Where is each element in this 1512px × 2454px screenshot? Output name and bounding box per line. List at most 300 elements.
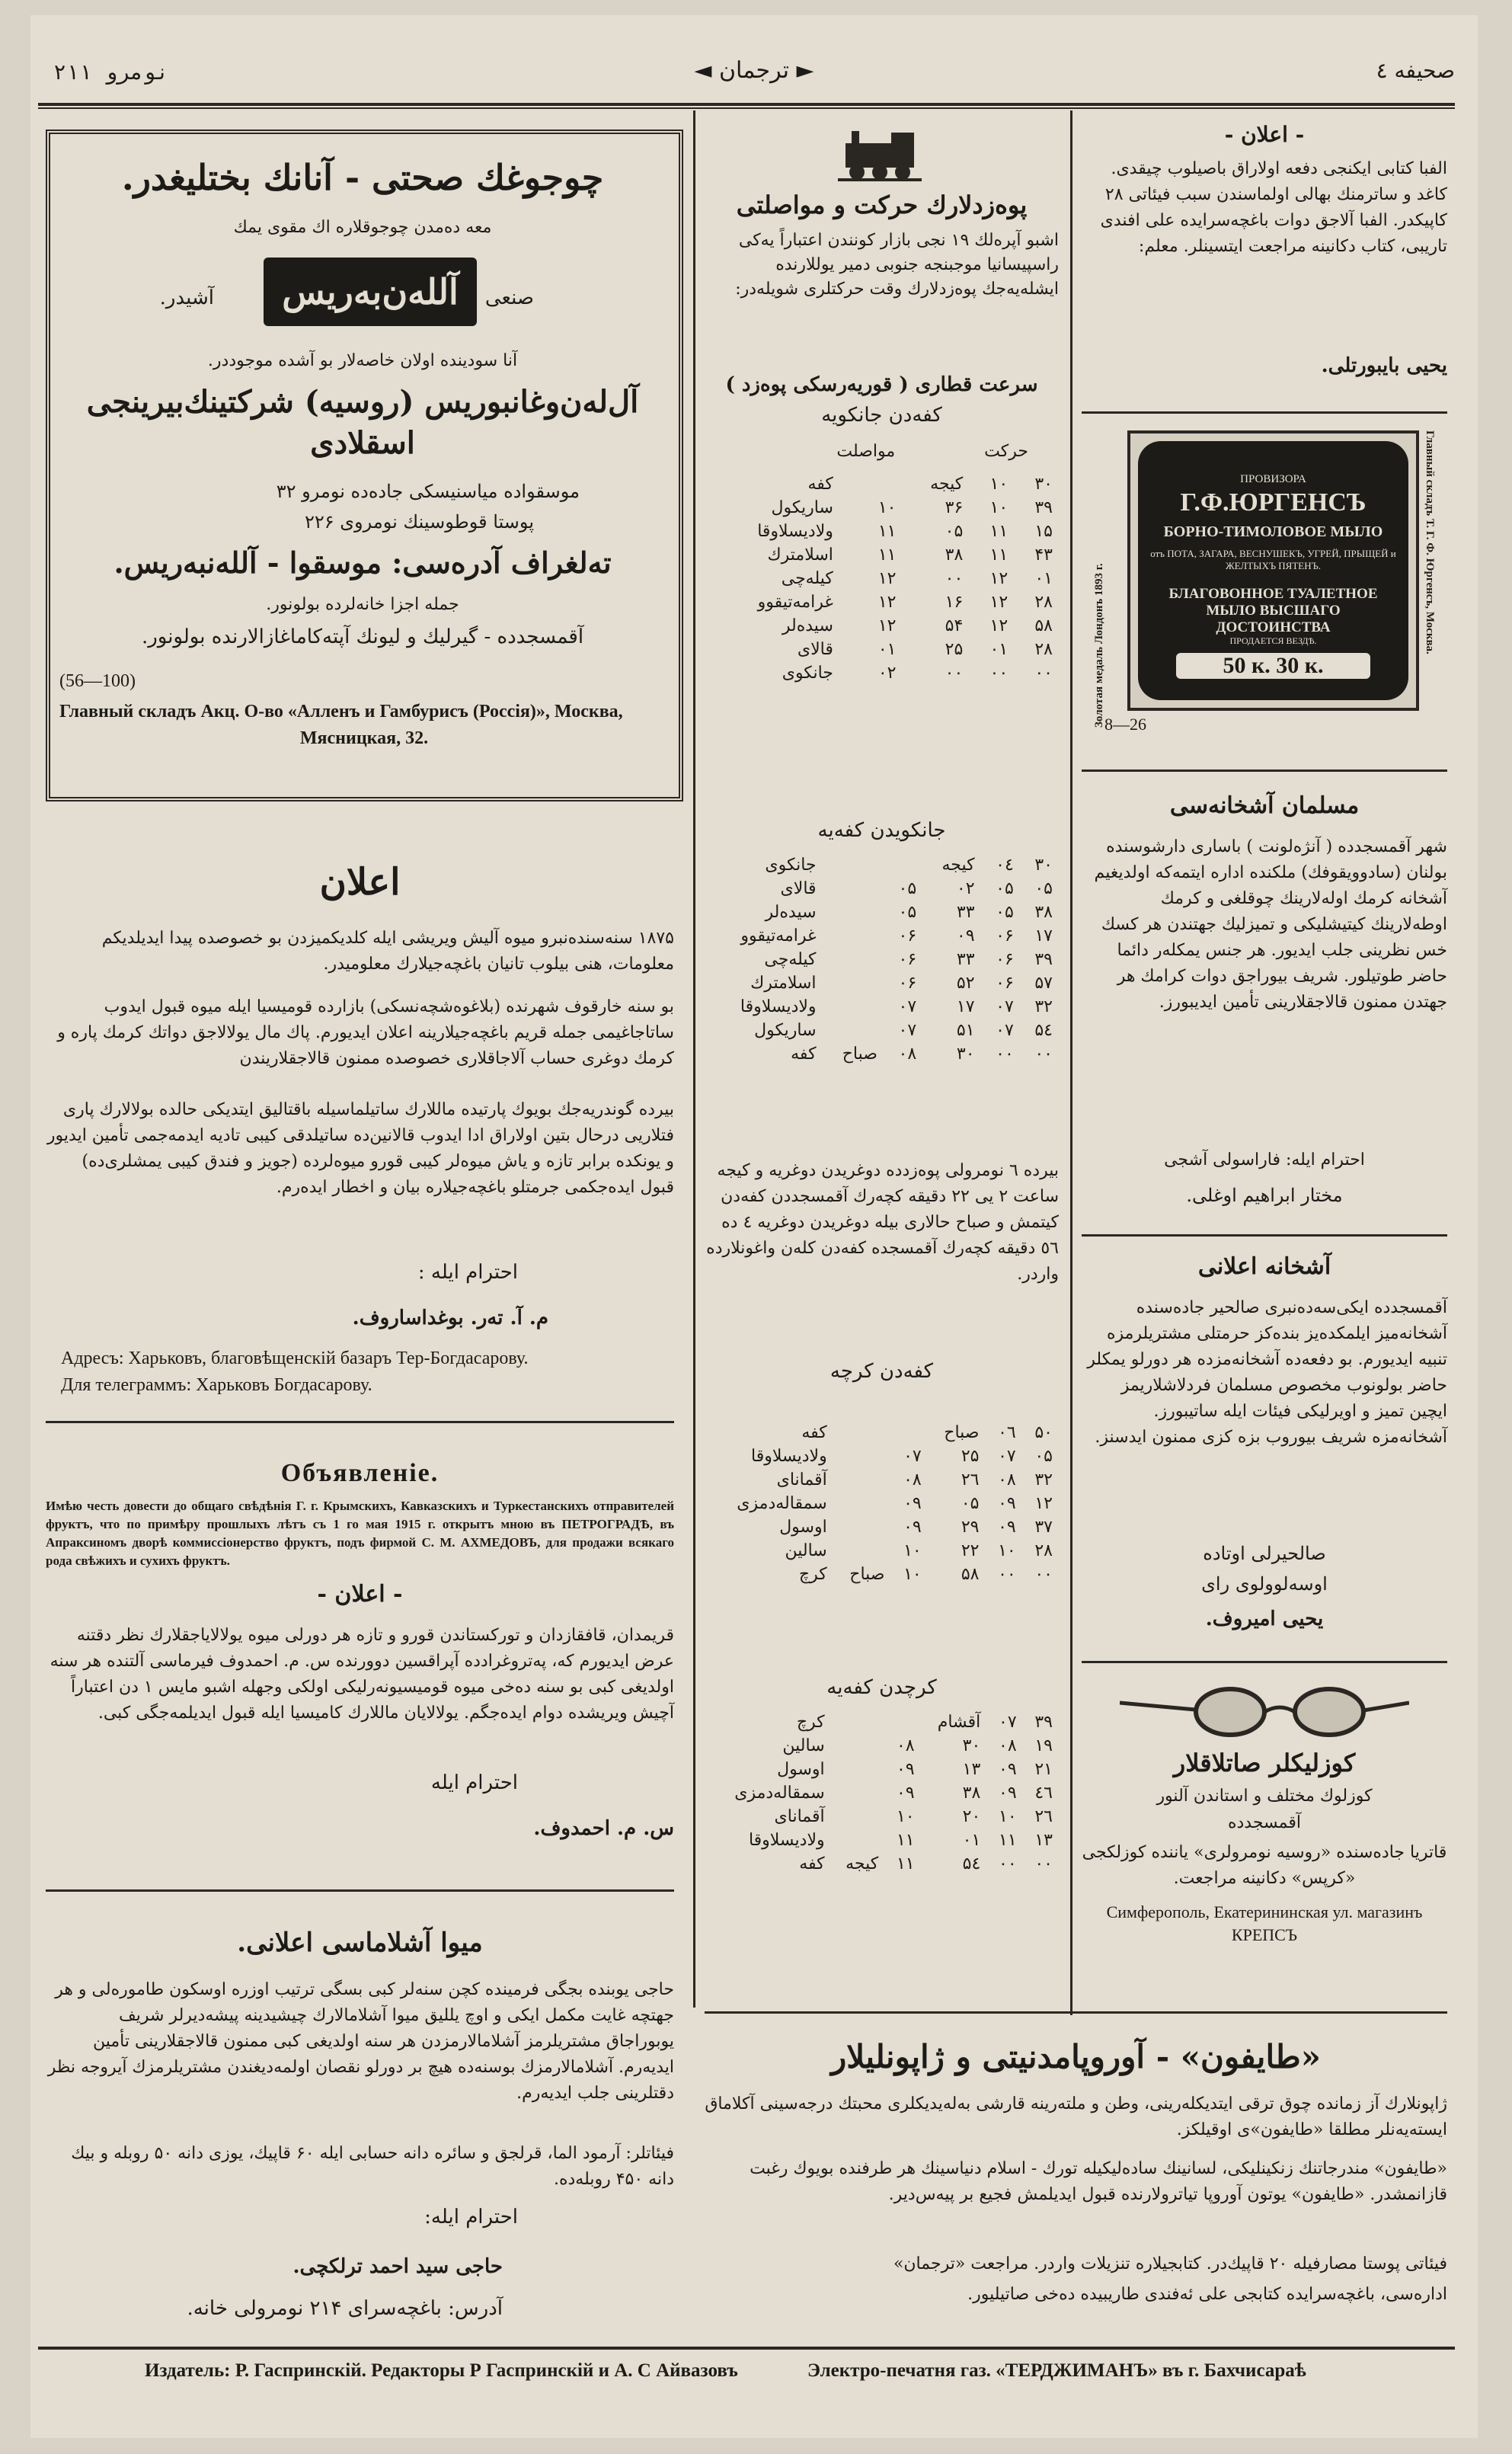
- soap-brand: Г.Ф.ЮРГЕНСЪ: [1180, 488, 1367, 517]
- timetable-station: اوسول: [779, 1518, 827, 1537]
- ilan-para2: بو سنه خارقوف شهرنده (بلاغوەشچەنسکی) بازارده قومیسیا ایله میوه قبول ایدوب ساتاجاغیمی جمله قریم باغچه‌جیلارینه اعلان ایدیورم. پاك مال یولالاجق دواتك کرمك پاره و کرمك دوغری حساب آلاجاقلاری خصوصده ممنون قالاجقلاریندن: [57, 997, 674, 1068]
- timetable-note: [833, 1421, 891, 1445]
- timetable-dep-hour: ۰٦: [998, 1423, 1016, 1442]
- timetable-arr-minute: ۰۹: [956, 926, 975, 945]
- timetable-dep-hour: ۱۲: [989, 569, 1009, 588]
- timetable-dep-minute: ۲۸: [1034, 640, 1053, 659]
- timetable-arr-hour: ۰۹: [896, 1784, 915, 1803]
- glasses-ru: Симферополь, Екатерининская ул. магазинъ КРЕПСЪ: [1106, 1902, 1423, 1944]
- timetable-dep-hour: ۰۶: [996, 974, 1014, 993]
- akhmedov-body2: قریمدان، قافقازدان و تورکستاندن قورو و تازه هر دورلی میوه یولالایاجقلارك نظر دقتنه عرض ایدیورم که، پەتروغرادده آپراقسین دوورنده س. م. احمدوف فیرماسی آلتنده هر سنه اولدیغی کبی بو سنه ده‌خی میوه قومیسیونه‌رلیکی اولکی وجهله اشبو مایس ۱ دن اعتباراً آچیش ویریشده دوام ایده‌جگم. یولالایان ماللارك کامیسیا ایله قبول ایدیلمه‌جگی کبی.: [50, 1626, 674, 1723]
- timetable-arr-minute: ۰۱: [962, 1831, 981, 1850]
- timetable-arr-minute: ۱۳: [962, 1760, 981, 1779]
- glasses-line2: آقمسجدده: [1227, 1813, 1302, 1832]
- fruit-title: میوا آشلاماسی اعلانی.: [237, 1928, 483, 1958]
- timetable-dep-hour: ۰۶: [996, 926, 1014, 945]
- timetable-arr-hour: [884, 853, 922, 877]
- akhmedov-body: Имѣю честь довести до общаго свѣдѣнія Г. г. Крымскихъ, Кавказскихъ и Туркестанскихъ отправителей фруктъ, что по примѣру прошлыхъ лѣтъ съ 1 го мая 1915 г. открытъ мною въ ПЕТРОГРАДѢ, въ Апраксиномъ дворѣ коммиссіонерство фруктъ, подъ фирмой С. М. АХМЕДОВЪ, для продажи всякаго рода свѣжихъ и сухихъ фруктъ.: [46, 1499, 674, 1568]
- akhmedov-title: Объявленіе.: [280, 1459, 440, 1487]
- right-ilan-body: الفبا کتابی ایکنجی دفعه اولاراق باصیلوب چیقدی. کاغد و ساترمنك بهالی اولماسندن سبب فیئاتی ۲۸ کاپیکدر. الفبا آلاجق دوات باغچه‌سرایده علی افندی تاریبی، کتاب دکانینه مراجعت ایتسینلر. معلم:: [1100, 159, 1447, 256]
- timetable-station: ساریکول: [771, 498, 833, 517]
- paper-name-text: ترجمان: [719, 57, 789, 84]
- allen-company: آل‌لەن‌وغانبوریس (روسیه) شرکتینك‌بیرینجی اسقلادی: [86, 384, 639, 461]
- timetable-row: [708, 1805, 1059, 1829]
- timetable-arr-hour: ۰۸: [898, 1045, 917, 1064]
- timetable-row: [708, 520, 1059, 543]
- timetable-dep-hour: ۱۰: [989, 475, 1009, 494]
- timetable-note: [823, 971, 884, 995]
- timetable-row: [708, 638, 1059, 661]
- timetable-dep-minute: ۴۳: [1034, 546, 1053, 565]
- column-divider-2: [1070, 110, 1072, 2015]
- akhmedov-title2: - اعلان -: [317, 1581, 403, 1608]
- timetable-dep-minute: ۲۸: [1034, 1541, 1053, 1560]
- timetable-row: [708, 496, 1059, 520]
- timetable-dep-hour: ۰۹: [999, 1784, 1017, 1803]
- timetable-dep-hour: ۰۹: [998, 1494, 1016, 1513]
- timetable-note: [839, 567, 858, 590]
- timetable-arr-hour: ۰۸: [903, 1470, 922, 1489]
- timetable-note: [839, 520, 858, 543]
- typhoon-body2: «طایفون» مندرجاتنك زنکینلیکی، لسانینك سادەلیکیله تورك - اسلام دنیاسینك هر طرفنده بویوك رغبت قازانمشدر. «طایفون» یوتون آوروپا تیاترولارنده قبول ایدیلمش فجیع بر پیەس‌دیر.: [750, 2159, 1447, 2204]
- timetable-note: [833, 1539, 891, 1563]
- timetable-arr-minute: ۲۰: [962, 1807, 981, 1826]
- glasses-title: کوزلیکلر صاتلاقلار: [1173, 1749, 1356, 1777]
- soap-side-right-text: Главный складъ Т. Г. Ф. Юргенсъ, Москва.: [1424, 430, 1436, 654]
- timetable-row: [708, 853, 1059, 877]
- timetable-dep-hour: ۱۱: [989, 522, 1009, 541]
- timetable-dep-hour: ۰۱: [989, 640, 1009, 659]
- timetable-dep-minute: ۳۸: [1034, 903, 1053, 922]
- timetable-dep-hour: ۰۶: [996, 950, 1014, 969]
- timetable-arr-minute: ۰۰: [945, 664, 964, 683]
- timetable-note: [833, 1445, 891, 1468]
- timetable-note: [831, 1710, 885, 1734]
- timetable-dep-hour: ۰۰: [996, 1045, 1014, 1064]
- timetable-station: سیدەلر: [782, 616, 833, 635]
- timetable-note: [823, 1019, 884, 1042]
- train-kerch-label: كفه‌دن کرچه: [830, 1360, 934, 1383]
- timetable-arr-hour: ۱۲: [877, 616, 897, 635]
- timetable-note: [823, 924, 884, 948]
- timetable-arr-hour: ۰۵: [898, 879, 917, 898]
- allen-telegraph: تەلغراف آدرەسی: موسقوا - آللەنبەریس.: [113, 546, 612, 580]
- timetable-station: سمقاله‌دمزی: [734, 1784, 825, 1803]
- fruit-address: آدرس: باغچه‌سرای ۲۱۴ نومرولی خانه.: [187, 2297, 503, 2320]
- timetable-note: [823, 948, 884, 971]
- locomotive-icon: [838, 122, 922, 183]
- timetable-note: [833, 1468, 891, 1492]
- timetable-dep-hour: ۰۵: [996, 879, 1014, 898]
- akhmedov-divider: [46, 1889, 674, 1892]
- timetable-row: [708, 1421, 1059, 1445]
- timetable-dep-minute: ۰۵: [1034, 1447, 1053, 1466]
- allen-line2: آنا سودینده اولان خاصەلار بو آشده موجوددر.: [207, 351, 518, 370]
- timetable-arr-hour: ۰۱: [877, 640, 897, 659]
- timetable-note: [833, 1492, 891, 1515]
- timetable-arr-minute: آقشام: [937, 1713, 981, 1732]
- timetable-dep-minute: ۲۸: [1034, 593, 1053, 612]
- timetable-row: [708, 1019, 1059, 1042]
- right-divider-2: [1082, 769, 1447, 772]
- footer-printer: Электро-печатня газ. «ТЕРДЖИМАНЪ» въ г. Бахчисараѣ: [807, 2360, 1306, 2381]
- timetable-dep-hour: ۱۲: [989, 616, 1009, 635]
- timetable-dep-minute: ۲٦: [1034, 1807, 1053, 1826]
- timetable-arr-hour: ۰۹: [896, 1760, 915, 1779]
- timetable-note: [831, 1805, 885, 1829]
- timetable-arr-hour: ۰۶: [898, 974, 917, 993]
- timetable-arr-minute: ۲۵: [945, 640, 964, 659]
- timetable-dep-hour: ۰۰: [989, 664, 1009, 683]
- timetable-arr-minute: ۳۸: [945, 546, 964, 565]
- timetable-arr-hour: ۰۶: [898, 950, 917, 969]
- timetable-note: [823, 901, 884, 924]
- typhoon-price: فیئاتی پوستا مصارفیله ۲۰ قاپیك‌در. کتابجیلاره تنزیلات واردر. مراجعت «ترجمان»: [893, 2254, 1447, 2273]
- timetable-note: [839, 472, 858, 496]
- timetable-arr-hour: ۱۱: [896, 1831, 915, 1850]
- timetable-arr-hour: ۱۱: [877, 522, 897, 541]
- timetable-station: اسلامترك: [750, 974, 817, 993]
- timetable-dep-minute: ۰۵: [1034, 879, 1053, 898]
- timetable-dep-hour: ۰۸: [998, 1470, 1016, 1489]
- timetable-arr-hour: ۰۵: [898, 903, 917, 922]
- timetable-station: قالای: [797, 640, 833, 659]
- fruit-price: فیئاتلر: آرمود الما، قرلجق و سائره دانه حسابی ایله ۶۰ قاپیك، یوزی دانه ۵۰ روبله و بیك دانه ۴۵۰ روبله‌ده.: [71, 2144, 674, 2189]
- timetable-arr-minute: ۳۸: [962, 1784, 981, 1803]
- timetable-dep-hour: ۰٤: [996, 856, 1014, 875]
- timetable-dep-minute: ۵۷: [1034, 974, 1053, 993]
- timetable-dep-hour: ۰۸: [999, 1736, 1017, 1755]
- kitchen-ilan-body: آقمسجدده ایکی‌سه‌ده‌نبری صالحیر جاده‌سنده آشخانه‌میز ایلمکده‌یز بنده‌کز حرمتلی مشتریلرمزه تنبیه ایدیورم. بو دفعه‌ده آشخانه‌مزده هر دورلو یمکلر حاضر بولونوب مخصوص مسلمان فردلاشلاریمز ایچین تمیز و اویرلیکی فیئات ایله ساتیبورز. آشخانه‌مزه شریف بیوروب بزه‌ کزی ممنون ایدسنز.: [1087, 1298, 1447, 1447]
- timetable-dep-minute: ۳۹: [1034, 950, 1053, 969]
- timetable-row: [708, 1563, 1059, 1586]
- timetable-station: اوسول: [777, 1760, 825, 1779]
- glasses-line3: قاتریا جاده‌سنده «روسیه نومرولری» یاننده کوزلکجی «کرپس» دکانینه مراجعت.: [1082, 1843, 1447, 1888]
- timetable-arr-minute: ۰۵: [961, 1494, 980, 1513]
- timetable-note: صباح: [849, 1565, 885, 1584]
- allen-brand-logo: آللەن‌بەریس: [264, 258, 477, 326]
- timetable-dep-minute: ۱۷: [1034, 926, 1053, 945]
- train-from-label: كفه‌دن جانکویه: [821, 404, 942, 427]
- timetable-row: [708, 971, 1059, 995]
- timetable-dep-minute: ۳۲: [1034, 1470, 1053, 1489]
- timetable-arr-minute: ۳۶: [945, 498, 964, 517]
- train-kerch-back: کرچدن کفه‌یه: [826, 1676, 937, 1699]
- timetable-row: [708, 1468, 1059, 1492]
- timetable-arr-minute: ۳۳: [956, 903, 975, 922]
- timetable-dep-minute: ۰۰: [1034, 1045, 1053, 1064]
- timetable-station: کیله‌چی: [781, 569, 833, 588]
- typhoon-title: «طایفون» - آوروپامدنیتی و ژاپونلیلار: [831, 2038, 1321, 2075]
- timetable-arr-minute: ۵۲: [956, 974, 975, 993]
- timetable-row: [708, 1445, 1059, 1468]
- right-divider-4: [1082, 1661, 1447, 1663]
- timetable-row: [708, 1734, 1059, 1758]
- timetable-dep-hour: ۱۱: [999, 1831, 1017, 1850]
- allen-brand-suffix: آشیدر.: [159, 286, 214, 309]
- timetable-station: کرچ: [796, 1713, 825, 1732]
- timetable-row: [708, 567, 1059, 590]
- allen-headline: چوجوغك صحتی - آنانك بختلیغدر.: [121, 157, 604, 198]
- timetable-station: غرامه‌تیقوو: [740, 926, 817, 945]
- timetable-station: ساریکول: [754, 1021, 817, 1040]
- timetable-dep-hour: ۰۵: [996, 903, 1014, 922]
- page-label: صحیفه ٤: [1376, 58, 1455, 83]
- timetable-dep-minute: ۰۰: [1034, 1854, 1053, 1873]
- footer-publisher: Издатель: Р. Гаспринскій. Редакторы Р Гаспринскій и А. С Айвазовъ: [145, 2360, 738, 2381]
- timetable-arr-hour: ۰۷: [898, 1021, 917, 1040]
- soap-price: 50 к. 30 к.: [1176, 653, 1370, 679]
- allen-ru1: Главный складъ Акц. О-во «Алленъ и Гамбурисъ (Россія)», Москва,: [59, 702, 623, 721]
- timetable-note: [839, 590, 858, 614]
- timetable-dep-minute: ۱۲: [1034, 1494, 1053, 1513]
- typhoon-body1: ژاپونلارك آز زمانده چوق ترقی ایتدیکلەرینی، وطن و ملتەرینه قارشی بەلەیدیکلری محبتك درجه‌سینی آکلاماق ایسته‌یه‌نلر مطلقا «طایفون»ی اوقیلكز.: [705, 2094, 1447, 2139]
- soap-line1: ОСТЕРЕГАТЬСЯ ПОДДЪЛОКЪ: [1204, 456, 1342, 468]
- timetable-row: [708, 901, 1059, 924]
- timetable-dep-minute: ۵٤: [1034, 1021, 1053, 1040]
- timetable-dep-minute: ۰۱: [1034, 569, 1053, 588]
- timetable-arr-minute: ۰۲: [956, 879, 975, 898]
- timetable-arr-hour: [884, 1710, 920, 1734]
- timetable-arr-hour: ۱۰: [903, 1541, 922, 1560]
- timetable-row: [708, 1492, 1059, 1515]
- timetable-station: غرامه‌تیقوو: [757, 593, 833, 612]
- timetable-row: [708, 1710, 1059, 1734]
- timetable-note: [831, 1758, 885, 1781]
- train-express: سرعت قطاری ( قوریەرسکی پوەزد ): [725, 373, 1038, 396]
- timetable-dep-minute: ۱۹: [1034, 1736, 1053, 1755]
- soap-ref: 8—26: [1104, 715, 1146, 734]
- ilan-para3: بیرده گوندریه‌جك بویوك پارتیده ماللارك ساتیلماسیله باقتالیق ایتدیكی حالده بولالارك پاری فتلاریی درحال بتین اولاراق ادا ایدوب قالانین‌ده ساتیلدقی کیبی تادیه ایدمه‌جمی تأمین ایدیور و یونکده برابر تازه و یاش میوه‌لر کیبی قورو میوه‌لرده (جویز و فندق کیبی یمشلری‌ده) قبول ایده‌جکمی جرمتلو باغچه‌جیلاره بیان و اخطار ایدەرم.: [46, 1100, 674, 1197]
- muslim-kitchen-signature: مختار ابراهیم اوغلی.: [1186, 1185, 1343, 1206]
- timetable-row: [708, 1539, 1059, 1563]
- timetable-station: ولادیسلاوقا: [757, 522, 833, 541]
- timetable-dep-minute: ۵۰: [1034, 1423, 1053, 1442]
- timetable-arr-minute: ۳۰: [956, 1045, 975, 1064]
- timetable-arr-minute: صباح: [944, 1423, 980, 1442]
- timetable-station: جانکوی: [782, 664, 833, 683]
- right-divider-1: [1082, 411, 1447, 414]
- timetable-arr-minute: ۰۰: [945, 569, 964, 588]
- timetable-station: جانکوی: [765, 856, 817, 875]
- muslim-kitchen-body: شهر آقمسجدده ( آنژه‌لونت ) باساری دارشوسنده بولنان (سادوویقوفك) ملکنده اداره ایتمه‌که اولدیغیم آشخانه‌ کرمك اولەلارینك چوقلغی و کرمك اوطه‌لارینك کیتیشلیکی و تمیزلیك جهتندن هر کسك خس نظرینی جلب ایدیور. هر جنس یمکلەر دائما حاضر طوتیلور. شریف بیوراجق دوات کرامك هر جهتدن ممنون قالاجقلارینی تأمین ایدیبورز.: [1094, 837, 1447, 1012]
- allen-line1: معه ‌ده‌مدن چوجوقلاره اك مقوی یمك: [233, 218, 492, 237]
- timetable-dep-hour: ۰۰: [998, 1565, 1016, 1584]
- timetable-dep-minute: ٤٦: [1034, 1784, 1053, 1803]
- timetable-row: [708, 877, 1059, 901]
- paper-name: ◄ ترجمان ►: [694, 57, 814, 84]
- ilan-para1: ۱۸۷۵ سنه‌سنده‌نبرو میوه آلیش ویریشی ایله کلدیکمیزدن بو خصوصده پیدا ایدیلدیکم معلومات، هنی بیلوب تانیان باغچه‌جیلارك معلومیدر.: [101, 929, 674, 974]
- timetable-row: [708, 1781, 1059, 1805]
- allen-ad-box: [46, 130, 683, 801]
- timetable-note: کیجه: [846, 1854, 879, 1873]
- timetable-station: سمقاله‌دمزی: [737, 1494, 827, 1513]
- header-rule: [38, 103, 1455, 106]
- kitchen-ilan-signature: یحیی امیروف.: [1205, 1608, 1324, 1630]
- timetable-station: کرچ: [798, 1565, 827, 1584]
- train-intro: اشبو آپرەلك ۱۹ نجی بازار کونندن اعتباراً یەکی راسپیسانیا موجبنجه جنوبی دمیر یوللارنده ایشلەیەجك پوەزدلارك وقت حرکتلری شویله‌در:: [735, 231, 1059, 299]
- timetable-row: [708, 995, 1059, 1019]
- timetable-station: ولادیسلاوقا: [748, 1831, 825, 1850]
- timetable-arr-hour: ۱۱: [896, 1854, 915, 1873]
- right-divider-3: [1082, 1234, 1447, 1237]
- timetable-arr-hour: ۱۰: [896, 1807, 915, 1826]
- timetable-note: [823, 853, 884, 877]
- train-table-1: [708, 472, 1059, 685]
- timetable-row: [708, 1042, 1059, 1066]
- newspaper-page: [30, 15, 1478, 2438]
- header-rule-2: [38, 107, 1455, 109]
- allen-line3: جمله اجزا خانه‌لرده بولونور.: [266, 595, 459, 614]
- timetable-arr-hour: ۰۶: [898, 926, 917, 945]
- timetable-dep-minute: ۰۰: [1034, 664, 1053, 683]
- timetable-dep-hour: ۰۷: [998, 1447, 1016, 1466]
- timetable-dep-minute: ۵۸: [1034, 616, 1053, 635]
- timetable-station: ولادیسلاوقا: [751, 1447, 827, 1466]
- typhoon-divider: [705, 2011, 1447, 2014]
- timetable-dep-hour: ۱۱: [989, 546, 1009, 565]
- timetable-station: سالین: [785, 1541, 827, 1560]
- timetable-dep-hour: ۰۷: [999, 1713, 1017, 1732]
- train-title: پوەزدلارك حرکت و مواصلتی: [736, 190, 1028, 219]
- timetable-station: ولادیسلاوقا: [740, 997, 817, 1016]
- right-ilan-title: - اعلان -: [1224, 122, 1305, 147]
- timetable-station: کفه: [799, 1854, 825, 1873]
- footer-rule: [38, 2347, 1455, 2350]
- timetable-station: قالای: [780, 879, 817, 898]
- timetable-station: کفه: [801, 1423, 827, 1442]
- kitchen-ilan-s1: صالحیرلی اوتاده: [1203, 1543, 1326, 1564]
- timetable-dep-hour: ۰۰: [999, 1854, 1017, 1873]
- timetable-dep-minute: ۳۰: [1034, 856, 1053, 875]
- timetable-arr-hour: ۱۱: [877, 546, 897, 565]
- ilan-respect: احترام ایله :: [417, 1261, 518, 1284]
- muslim-kitchen-title: مسلمان آشخانەسی: [1169, 792, 1360, 819]
- timetable-dep-hour: ۱۰: [998, 1541, 1016, 1560]
- soap-ad-box: [1127, 430, 1419, 711]
- timetable-dep-hour: ۰۹: [998, 1518, 1016, 1537]
- fruit-respect: احترام ایله:: [424, 2206, 518, 2228]
- timetable-station: سیدەلر: [765, 903, 817, 922]
- soap-side-right: [1421, 430, 1440, 728]
- timetable-dep-minute: ۳۲: [1034, 997, 1053, 1016]
- timetable-note: [823, 995, 884, 1019]
- timetable-dep-minute: ۲۱: [1034, 1760, 1053, 1779]
- akhmedov-signature: س. م. احمدوف.: [533, 1817, 674, 1840]
- muslim-kitchen-respect: احترام ایله: فاراسولی آشجی: [1164, 1150, 1365, 1169]
- timetable-note: [833, 1515, 891, 1539]
- train-table-2: [708, 853, 1059, 1066]
- timetable-dep-minute: ۰۰: [1034, 1565, 1053, 1584]
- timetable-note: [831, 1829, 885, 1852]
- timetable-arr-hour: ۱۲: [877, 593, 897, 612]
- train-back-label: جانکویدن کفه‌یه: [817, 819, 946, 842]
- train-note: بیرده ٦ نومرولی پوەزدده دوغریدن دوغریه‌ و کیجه ساعت ۲ یی ۲۲ دقیقه کچه‌رك آقمسجددن کفه‌دن کیتمش و صباح حالاری بیله دوغریدن دوغریه ٤ ده ٥٦ دقیقه کچه‌رك آقمسجده کفه‌دن کلەن واغونلارده واردر.: [706, 1161, 1059, 1284]
- timetable-arr-minute: ۲۲: [961, 1541, 980, 1560]
- ilan-signature: م. آ. ته‌ر. بوغداساروف.: [352, 1307, 548, 1329]
- issue-label: نومرو ۲۱۱: [53, 59, 169, 85]
- hdr-arr: مواصلت: [836, 442, 896, 461]
- timetable-arr-hour: ۱۲: [877, 569, 897, 588]
- timetable-arr-minute: ۱۶: [945, 593, 964, 612]
- timetable-arr-hour: [858, 472, 903, 496]
- timetable-row: [708, 590, 1059, 614]
- timetable-note: [839, 614, 858, 638]
- allen-addr1: موسقواده میاسنیسکی جاده‌ده نومرو ۳۲: [276, 481, 580, 502]
- glasses-line1: کوزلوك مختلف و استاندن آلنور: [1156, 1787, 1373, 1806]
- timetable-arr-hour: ۰۷: [903, 1447, 922, 1466]
- allen-line4: آقمسجدده - گیرلیك و لیونك آپتەكا‌ماغازالارنده بولونور.: [141, 625, 584, 648]
- train-col-headers: [705, 442, 1059, 461]
- kitchen-ilan-title: آشخانه اعلانی: [1197, 1253, 1331, 1280]
- timetable-note: [831, 1734, 885, 1758]
- timetable-arr-hour: ۰۸: [896, 1736, 915, 1755]
- eyeglasses-icon: [1120, 1680, 1409, 1741]
- timetable-dep-minute: ۳۷: [1034, 1518, 1053, 1537]
- timetable-dep-hour: ۱۰: [999, 1807, 1017, 1826]
- timetable-row: [708, 472, 1059, 496]
- ilan-ru-telegram: Для телеграммъ: Харьковъ Богдасарову.: [61, 1375, 372, 1395]
- timetable-dep-hour: ۱۲: [989, 593, 1009, 612]
- timetable-dep-hour: ۰۹: [999, 1760, 1017, 1779]
- hdr-dep: حرکت: [984, 442, 1028, 461]
- timetable-station: آقمانای: [774, 1807, 825, 1826]
- soap-sold: ПРОДАЕТСЯ ВЕЗДѢ.: [1229, 635, 1317, 646]
- timetable-arr-hour: ۰۹: [903, 1518, 922, 1537]
- timetable-dep-minute: ۳۹: [1034, 498, 1053, 517]
- timetable-note: [839, 638, 858, 661]
- allen-addr2: پوستا قوطوسینك نومروی ۲۲۶: [304, 511, 534, 533]
- timetable-arr-minute: کیجه: [930, 475, 964, 494]
- timetable-station: کیله‌چی: [764, 950, 817, 969]
- timetable-arr-minute: ۵۱: [956, 1021, 975, 1040]
- timetable-row: [708, 661, 1059, 685]
- timetable-arr-minute: ۵٤: [962, 1854, 981, 1873]
- timetable-arr-minute: ۳۳: [956, 950, 975, 969]
- fruit-signature: حاجی سید احمد ترلکچی.: [292, 2255, 503, 2278]
- timetable-arr-hour: ۰۷: [898, 997, 917, 1016]
- allen-brand-prefix: صنعی: [484, 286, 534, 309]
- timetable-row: [708, 1758, 1059, 1781]
- allen-ru2: Мясницкая, 32.: [299, 728, 429, 748]
- timetable-row: [708, 948, 1059, 971]
- fruit-body: حاجی یوبنده بجگی فرمینده کچن سنەلر کبی بسگی ترتیب اوزره اوسکون طاموره‌لی و هر جهتچه غایت مکمل ایکی و اوچ یللیق میوا آشلامالارك چیشیدینه پیشه‌دیرلر شریف یوبوراجاق مشتریلرمز آشلامالارمزدن هر سنه اولدیغی کبی ممنون قالاجقلارینی تأمین ایدیەرم. آشلامالارمزك بوسنه‌ده هیچ بر دورلو نقصان اولمه‌دیغندن مشتریلرمزك آیروجه نظر دقتلرینی جلب ایدیەرم.: [47, 1980, 674, 2103]
- kitchen-ilan-s2: اوسه‌لوولوی رای: [1201, 1573, 1328, 1595]
- timetable-arr-minute: ۵۸: [961, 1565, 980, 1584]
- timetable-arr-hour: ۱۰: [877, 498, 897, 517]
- timetable-dep-hour: ۱۰: [989, 498, 1009, 517]
- typhoon-address: اداره‌سی، باغچه‌سرایده کتابجی علی ئه‌فندی طاریبیده ده‌خی صاتیلیور.: [967, 2285, 1447, 2304]
- timetable-note: صباح: [842, 1045, 877, 1064]
- timetable-arr-hour: ۰۲: [877, 664, 897, 683]
- allen-ref: (56—100): [59, 671, 136, 691]
- column-divider-1: [693, 110, 695, 2008]
- ilan-divider: [46, 1421, 674, 1423]
- timetable-row: [708, 1515, 1059, 1539]
- soap-line2: ПРОВИЗОРА: [1240, 473, 1306, 485]
- timetable-row: [708, 543, 1059, 567]
- timetable-row: [708, 614, 1059, 638]
- timetable-note: [823, 877, 884, 901]
- timetable-row: [708, 1829, 1059, 1852]
- timetable-dep-minute: ۳۹: [1034, 1713, 1053, 1732]
- timetable-arr-minute: ۰۵: [945, 522, 964, 541]
- timetable-station: کفه: [807, 475, 833, 494]
- timetable-note: [831, 1781, 885, 1805]
- soap-side-left-text: Золотая медаль Лондонъ 1893 г.: [1093, 563, 1105, 728]
- soap-tagline: БЛАГОВОННОЕ ТУАЛЕТНОЕ МЫЛО ВЫСШАГО ДОСТОИНСТВА: [1168, 586, 1378, 635]
- timetable-dep-hour: ۰۷: [996, 1021, 1014, 1040]
